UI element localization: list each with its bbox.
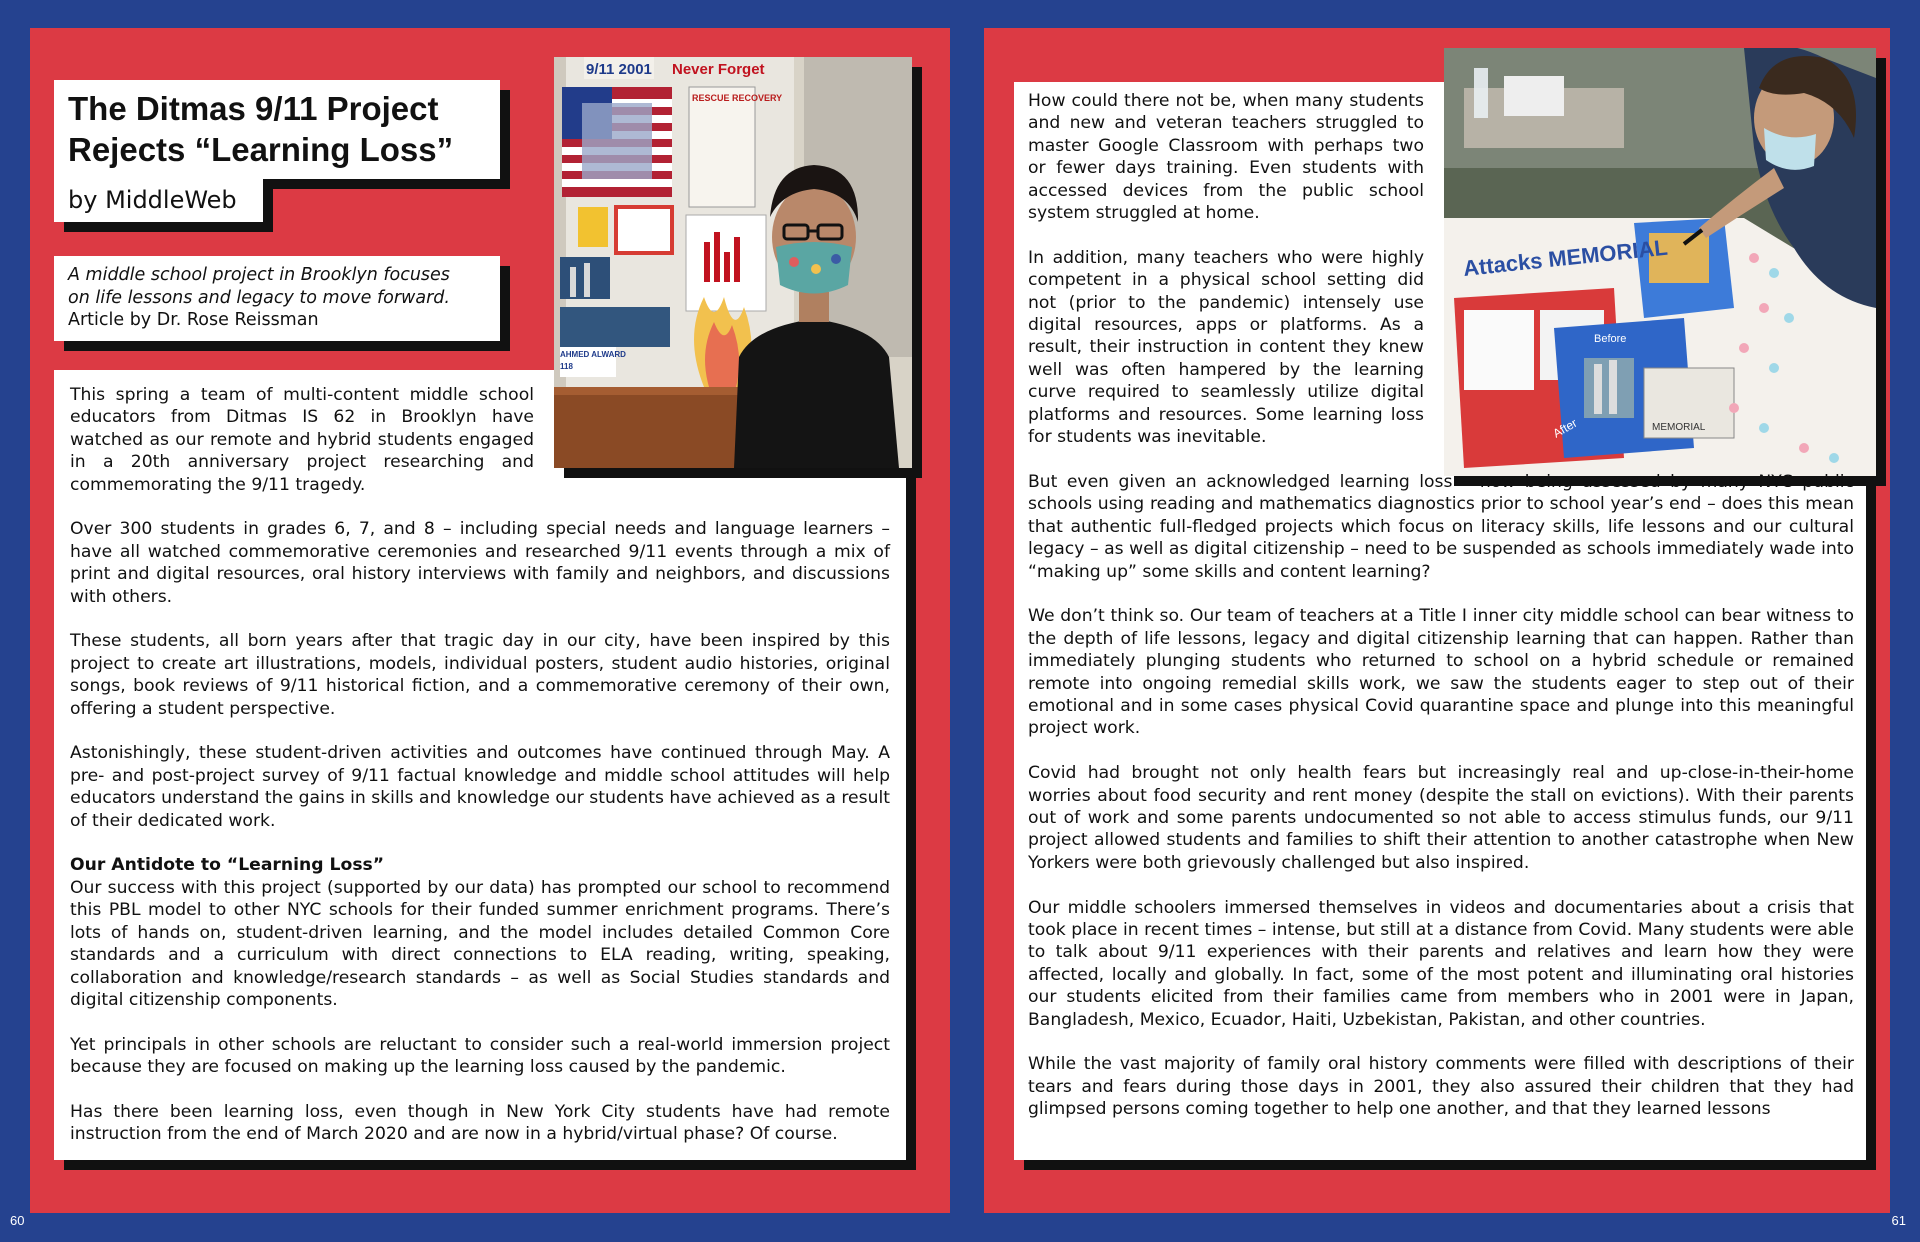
- right-paragraph-4: We don’t think so. Our team of teachers at a Title I inner city middle school can bear witness to the depth of life lessons, legacy and digital citizenship learning that can happen. Rather than immediately plunging students who returned to school on a hybrid schedule or remained remote into ongoing remedial skills work, we saw the students eager to step out of their emotional and in some cases physical Covid quarantine space and plunge into this meaningful project work.: [1028, 606, 1854, 739]
- left-paragraph-1: This spring a team of multi-content middle school educators from Ditmas IS 62 in Brooklyn have watched as our remote and hybrid students engaged in a 20th anniversary project researching and commemorating the 9/11 tragedy.: [70, 385, 534, 495]
- label-memorial: MEMORIAL: [1652, 422, 1706, 433]
- section-subhead: Our Antidote to “Learning Loss”: [70, 855, 385, 876]
- poster-room: 118: [560, 362, 573, 371]
- left-paragraph-4: Astonishingly, these student-driven activities and outcomes have continued through May. A pre- and post-project survey of 9/11 factual knowledge and middle school attitudes will help educators understand the gains in skills and knowledge our students have achieved as a result of their dedicated work.: [70, 743, 890, 831]
- dek-author: Article by Dr. Rose Reissman: [68, 310, 319, 330]
- right-paragraph-6: Our middle schoolers immersed themselves in videos and documentaries about a crisis that took place in recent times – intense, but still at a distance from Covid. Many students were able to talk about 9/11 experiences with their parents and relatives and learn how they were affected, locally and globally. In fact, some of the most potent and illuminating oral histories our students elicited from their families came from members who in 2001 were in Japan, Bangladesh, Mexico, Ecuador, Haiti, Uzbekistan, Pakistan, and other countries.: [1028, 897, 1854, 1030]
- memorial-banner: Attacks MEMORIAL: [1461, 234, 1669, 281]
- page-number-left: 60: [10, 1213, 25, 1228]
- left-paragraph-7: Has there been learning loss, even though in New York City students have had remote instruction from the end of March 2020 and are now in a hybrid/virtual phase? Of course.: [70, 1101, 890, 1145]
- article-title: [68, 88, 453, 170]
- dek-line-2: on life lessons and legacy to move forward.: [68, 287, 450, 308]
- byline: by MiddleWeb: [68, 186, 237, 214]
- poster-banner-right: Never Forget: [672, 61, 765, 78]
- left-paragraph-3: These students, all born years after that tragic day in our city, have been inspired by this project to create art illustrations, models, individual posters, student audio histories, original songs, book reviews of 9/11 historical fiction, and a commemorative ceremony of their own, offering a student perspective.: [70, 631, 890, 719]
- page-number-right: 61: [1891, 1213, 1906, 1228]
- left-paragraph-2: Over 300 students in grades 6, 7, and 8 – including special needs and language learners – have all watched commemorative ceremonies and researched 9/11 events through a mix of print and digital resources, oral history interviews with family and neighbors, and discussions with others.: [70, 519, 890, 607]
- left-article-body: [70, 384, 890, 1168]
- right-paragraph-7: While the vast majority of family oral history comments were filled with descriptions of their tears and fears during those days in 2001, they also assured their children that they had glimpsed persons coming together to help one another, and that they learned lessons: [1028, 1054, 1854, 1120]
- left-paragraph-6: Yet principals in other schools are reluctant to consider such a real-world immersion project because they are focused on making up the learning loss caused by the pandemic.: [70, 1034, 890, 1078]
- label-before: Before: [1594, 333, 1627, 345]
- right-paragraph-1: How could there not be, when many students and new and veteran teachers struggled to master Google Classroom with perhaps two or fewer days training. Even students with accessed devices from the public school system struggled at home.: [1028, 91, 1424, 224]
- title-box: [54, 80, 500, 179]
- label-after: After: [1550, 415, 1580, 441]
- poster-banner-left: 9/11 2001: [586, 61, 652, 78]
- dek-box: [54, 256, 500, 341]
- title-line-1: The Ditmas 9/11 Project: [68, 90, 439, 127]
- right-paragraph-2: In addition, many teachers who were highly competent in a physical school setting did not (prior to the pandemic) intensely use digital resources, apps or platforms. As a result, their instruction in content they knew well was often hampered by the learning curve required to seamlessly utilize digital platforms and resources. Some learning loss for students was inevitable.: [1028, 247, 1424, 448]
- right-paragraph-5: Covid had brought not only health fears but increasingly real and up-close-in-their-home worries about food security and rent money (despite the stall on evictions). With their parents out of work and some parents undocumented so not able to access stimulus funds, our 9/11 project allowed students and families to shift their attention to another catastrophe when New Yorkers were both grievously challenged but also inspired.: [1028, 763, 1854, 873]
- left-paragraph-5: Our success with this project (supported by our data) has prompted our school to recommend this PBL model to other NYC schools for their funded summer enrichment programs. There’s lots of hands on, student-driven learning, and the model includes detailed Common Core standards and a curriculum with direct connections to ELA reading, writing, speaking, collaboration and knowledge/research standards – as well as Social Studies standards and digital citizenship components.: [70, 877, 890, 1010]
- title-line-2: Rejects “Learning Loss”: [68, 131, 454, 168]
- right-article-body: [1028, 90, 1854, 1143]
- byline-box: [54, 179, 263, 222]
- poster-name: AHMED ALWARD: [560, 350, 626, 359]
- right-paragraph-3: But even given an acknowledged learning loss – now being assessed by many NYC public schools using reading and mathematics diagnostics prior to school year’s end – does this mean that authentic full-fledged projects which focus on literacy skills, life lessons and our cultural legacy – as well as digital citizenship – need to be suspended as schools immediately wade into “making up” some skills and content learning?: [1028, 471, 1854, 582]
- dek-line-1: A middle school project in Brooklyn focuses: [68, 265, 450, 285]
- poster-rescue-text: RESCUE RECOVERY: [692, 93, 783, 103]
